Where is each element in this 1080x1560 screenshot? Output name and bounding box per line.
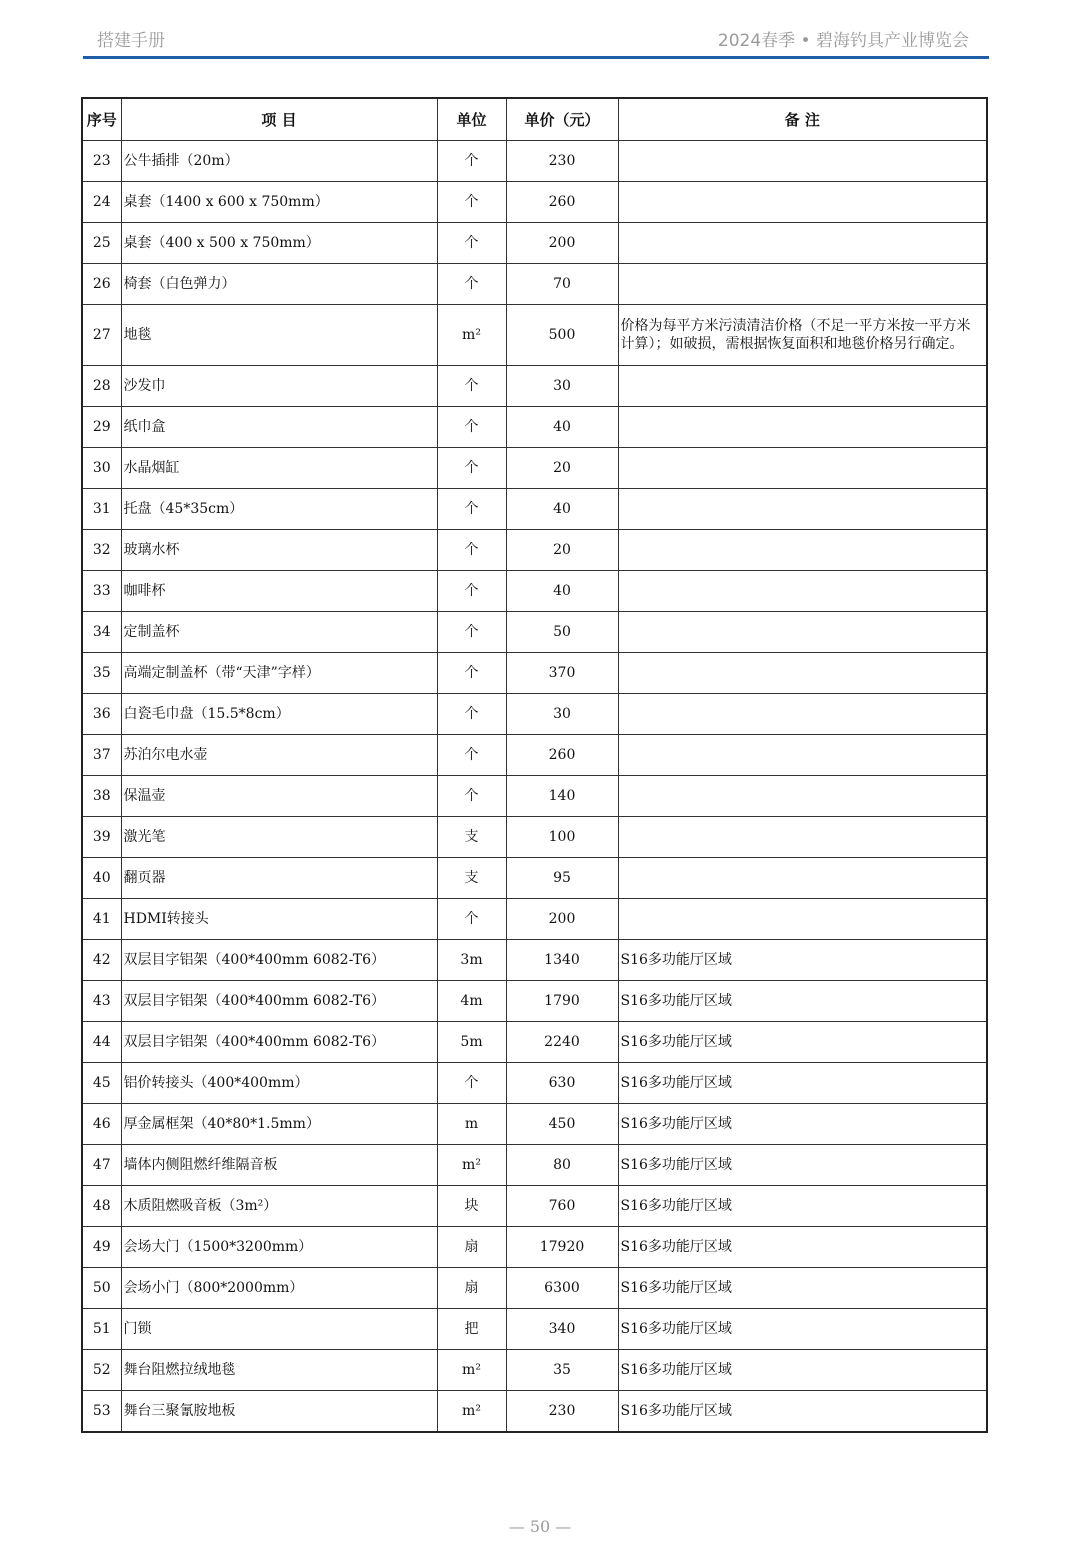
table-row — [82, 817, 987, 858]
row-unit: 个 — [437, 448, 506, 489]
row-note: S16多功能厅区域 — [618, 1145, 987, 1186]
row-unit: m² — [437, 1391, 506, 1433]
table-row — [82, 858, 987, 899]
row-price: 2240 — [506, 1022, 618, 1063]
row-note — [618, 776, 987, 817]
row-item: 椅套（白色弹力） — [121, 264, 437, 305]
table-row — [82, 1350, 987, 1391]
row-unit: 个 — [437, 182, 506, 223]
row-note — [618, 448, 987, 489]
row-item: 桌套（1400 x 600 x 750mm） — [121, 182, 437, 223]
row-note: S16多功能厅区域 — [618, 1391, 987, 1433]
row-price: 1340 — [506, 940, 618, 981]
row-price: 50 — [506, 612, 618, 653]
row-unit: 个 — [437, 612, 506, 653]
row-note: S16多功能厅区域 — [618, 1104, 987, 1145]
row-item: 咖啡杯 — [121, 571, 437, 612]
row-item: 双层目字铝架（400*400mm 6082-T6） — [121, 1022, 437, 1063]
row-unit: 个 — [437, 694, 506, 735]
row-unit: m² — [437, 305, 506, 366]
row-note — [618, 817, 987, 858]
row-note — [618, 612, 987, 653]
row-item: 保温壶 — [121, 776, 437, 817]
row-note — [618, 653, 987, 694]
table-body — [82, 141, 987, 1433]
row-price: 35 — [506, 1350, 618, 1391]
row-index: 52 — [82, 1350, 121, 1391]
row-unit: 个 — [437, 776, 506, 817]
row-unit: 个 — [437, 1063, 506, 1104]
row-item: HDMI转接头 — [121, 899, 437, 940]
row-index: 23 — [82, 141, 121, 182]
row-unit: 个 — [437, 141, 506, 182]
row-unit: 4m — [437, 981, 506, 1022]
row-index: 35 — [82, 653, 121, 694]
row-price: 630 — [506, 1063, 618, 1104]
column-header-item: 项 目 — [121, 98, 437, 141]
row-price: 200 — [506, 899, 618, 940]
column-header-note: 备 注 — [618, 98, 987, 141]
table-row — [82, 571, 987, 612]
row-price: 450 — [506, 1104, 618, 1145]
price-table — [81, 97, 988, 1433]
row-item: 玻璃水杯 — [121, 530, 437, 571]
row-index: 24 — [82, 182, 121, 223]
table-row — [82, 776, 987, 817]
table-row — [82, 305, 987, 366]
row-unit: m² — [437, 1350, 506, 1391]
row-index: 34 — [82, 612, 121, 653]
table-row — [82, 981, 987, 1022]
row-item: 厚金属框架（40*80*1.5mm） — [121, 1104, 437, 1145]
row-index: 45 — [82, 1063, 121, 1104]
row-note: S16多功能厅区域 — [618, 1268, 987, 1309]
row-note — [618, 694, 987, 735]
row-item: 舞台三聚氰胺地板 — [121, 1391, 437, 1433]
row-item: 白瓷毛巾盘（15.5*8cm） — [121, 694, 437, 735]
row-price: 30 — [506, 366, 618, 407]
row-note — [618, 735, 987, 776]
row-index: 49 — [82, 1227, 121, 1268]
row-item: 会场小门（800*2000mm） — [121, 1268, 437, 1309]
table-row — [82, 366, 987, 407]
row-note — [618, 899, 987, 940]
row-item: 高端定制盖杯（带“天津”字样） — [121, 653, 437, 694]
row-price: 1790 — [506, 981, 618, 1022]
table-row — [82, 448, 987, 489]
table-row — [82, 899, 987, 940]
row-item: 水晶烟缸 — [121, 448, 437, 489]
row-unit: 支 — [437, 817, 506, 858]
row-index: 36 — [82, 694, 121, 735]
row-index: 30 — [82, 448, 121, 489]
row-price: 260 — [506, 182, 618, 223]
row-price: 260 — [506, 735, 618, 776]
table-row — [82, 1063, 987, 1104]
row-item: 公牛插排（20m） — [121, 141, 437, 182]
table-row — [82, 1022, 987, 1063]
row-price: 20 — [506, 448, 618, 489]
table-row — [82, 1391, 987, 1433]
row-unit: 5m — [437, 1022, 506, 1063]
table-row — [82, 264, 987, 305]
row-item: 门锁 — [121, 1309, 437, 1350]
row-unit: 扇 — [437, 1268, 506, 1309]
row-item: 铝价转接头（400*400mm） — [121, 1063, 437, 1104]
row-item: 墙体内侧阻燃纤维隔音板 — [121, 1145, 437, 1186]
table-row — [82, 612, 987, 653]
row-price: 17920 — [506, 1227, 618, 1268]
row-unit: m — [437, 1104, 506, 1145]
row-unit: 个 — [437, 366, 506, 407]
row-index: 31 — [82, 489, 121, 530]
row-unit: 块 — [437, 1186, 506, 1227]
table-row — [82, 407, 987, 448]
row-item: 双层目字铝架（400*400mm 6082-T6） — [121, 981, 437, 1022]
row-item: 双层目字铝架（400*400mm 6082-T6） — [121, 940, 437, 981]
row-price: 40 — [506, 407, 618, 448]
row-price: 20 — [506, 530, 618, 571]
row-price: 95 — [506, 858, 618, 899]
row-item: 托盘（45*35cm） — [121, 489, 437, 530]
table-row — [82, 489, 987, 530]
row-unit: 个 — [437, 735, 506, 776]
table-row — [82, 1186, 987, 1227]
row-index: 53 — [82, 1391, 121, 1433]
row-price: 760 — [506, 1186, 618, 1227]
row-note: S16多功能厅区域 — [618, 940, 987, 981]
row-price: 370 — [506, 653, 618, 694]
row-index: 42 — [82, 940, 121, 981]
row-price: 140 — [506, 776, 618, 817]
row-price: 6300 — [506, 1268, 618, 1309]
table-row — [82, 1145, 987, 1186]
row-index: 29 — [82, 407, 121, 448]
row-unit: 个 — [437, 899, 506, 940]
row-price: 80 — [506, 1145, 618, 1186]
row-unit: 3m — [437, 940, 506, 981]
row-item: 苏泊尔电水壶 — [121, 735, 437, 776]
table-row — [82, 1268, 987, 1309]
row-note — [618, 571, 987, 612]
row-index: 43 — [82, 981, 121, 1022]
row-note: S16多功能厅区域 — [618, 1063, 987, 1104]
table-row — [82, 1309, 987, 1350]
row-index: 47 — [82, 1145, 121, 1186]
table-row — [82, 694, 987, 735]
row-note — [618, 366, 987, 407]
table-row — [82, 141, 987, 182]
row-unit: 扇 — [437, 1227, 506, 1268]
row-unit: 个 — [437, 223, 506, 264]
row-index: 44 — [82, 1022, 121, 1063]
row-unit: 个 — [437, 530, 506, 571]
row-note — [618, 407, 987, 448]
page-number: — 50 — — [508, 1517, 572, 1536]
row-index: 27 — [82, 305, 121, 366]
row-index: 32 — [82, 530, 121, 571]
row-index: 41 — [82, 899, 121, 940]
row-item: 地毯 — [121, 305, 437, 366]
row-index: 39 — [82, 817, 121, 858]
table-header-row — [82, 98, 987, 141]
row-price: 230 — [506, 1391, 618, 1433]
header-section-title: 搭建手册 — [97, 31, 165, 51]
row-unit: 支 — [437, 858, 506, 899]
column-header-price: 单价（元） — [506, 98, 618, 141]
row-price: 40 — [506, 489, 618, 530]
row-price: 70 — [506, 264, 618, 305]
row-note: S16多功能厅区域 — [618, 1309, 987, 1350]
header-event-title: 2024春季 • 碧海钓具产业博览会 — [717, 31, 969, 51]
row-price: 340 — [506, 1309, 618, 1350]
row-item: 沙发巾 — [121, 366, 437, 407]
row-unit: 把 — [437, 1309, 506, 1350]
row-unit: 个 — [437, 571, 506, 612]
column-header-unit: 单位 — [437, 98, 506, 141]
row-item: 桌套（400 x 500 x 750mm） — [121, 223, 437, 264]
row-index: 28 — [82, 366, 121, 407]
row-price: 100 — [506, 817, 618, 858]
row-item: 会场大门（1500*3200mm） — [121, 1227, 437, 1268]
row-index: 33 — [82, 571, 121, 612]
row-item: 木质阻燃吸音板（3m²） — [121, 1186, 437, 1227]
row-note: S16多功能厅区域 — [618, 1022, 987, 1063]
table-row — [82, 223, 987, 264]
row-note: S16多功能厅区域 — [618, 1350, 987, 1391]
row-note — [618, 223, 987, 264]
row-price: 500 — [506, 305, 618, 366]
table-row — [82, 653, 987, 694]
table-row — [82, 530, 987, 571]
row-index: 25 — [82, 223, 121, 264]
row-note — [618, 141, 987, 182]
row-price: 230 — [506, 141, 618, 182]
row-index: 38 — [82, 776, 121, 817]
row-item: 纸巾盒 — [121, 407, 437, 448]
row-item: 定制盖杯 — [121, 612, 437, 653]
row-index: 26 — [82, 264, 121, 305]
row-note — [618, 264, 987, 305]
table-row — [82, 1104, 987, 1145]
row-index: 48 — [82, 1186, 121, 1227]
row-note — [618, 489, 987, 530]
row-note — [618, 182, 987, 223]
row-item: 激光笔 — [121, 817, 437, 858]
row-note — [618, 858, 987, 899]
table-row — [82, 735, 987, 776]
row-unit: 个 — [437, 407, 506, 448]
row-index: 51 — [82, 1309, 121, 1350]
row-price: 30 — [506, 694, 618, 735]
row-item: 舞台阻燃拉绒地毯 — [121, 1350, 437, 1391]
row-note: S16多功能厅区域 — [618, 1186, 987, 1227]
row-index: 46 — [82, 1104, 121, 1145]
row-unit: 个 — [437, 264, 506, 305]
column-header-index: 序号 — [82, 98, 121, 141]
table-row — [82, 940, 987, 981]
table-row — [82, 1227, 987, 1268]
row-index: 40 — [82, 858, 121, 899]
row-note — [618, 530, 987, 571]
table-row — [82, 182, 987, 223]
row-price: 200 — [506, 223, 618, 264]
row-unit: m² — [437, 1145, 506, 1186]
row-item: 翻页器 — [121, 858, 437, 899]
row-note: S16多功能厅区域 — [618, 1227, 987, 1268]
row-price: 40 — [506, 571, 618, 612]
row-note: S16多功能厅区域 — [618, 981, 987, 1022]
row-unit: 个 — [437, 489, 506, 530]
row-index: 50 — [82, 1268, 121, 1309]
row-note: 价格为每平方米污渍清洁价格（不足一平方米按一平方米计算）；如破损，需根据恢复面积和地毯价格另行确定。 — [618, 305, 987, 366]
row-index: 37 — [82, 735, 121, 776]
row-unit: 个 — [437, 653, 506, 694]
page-header — [83, 22, 989, 59]
